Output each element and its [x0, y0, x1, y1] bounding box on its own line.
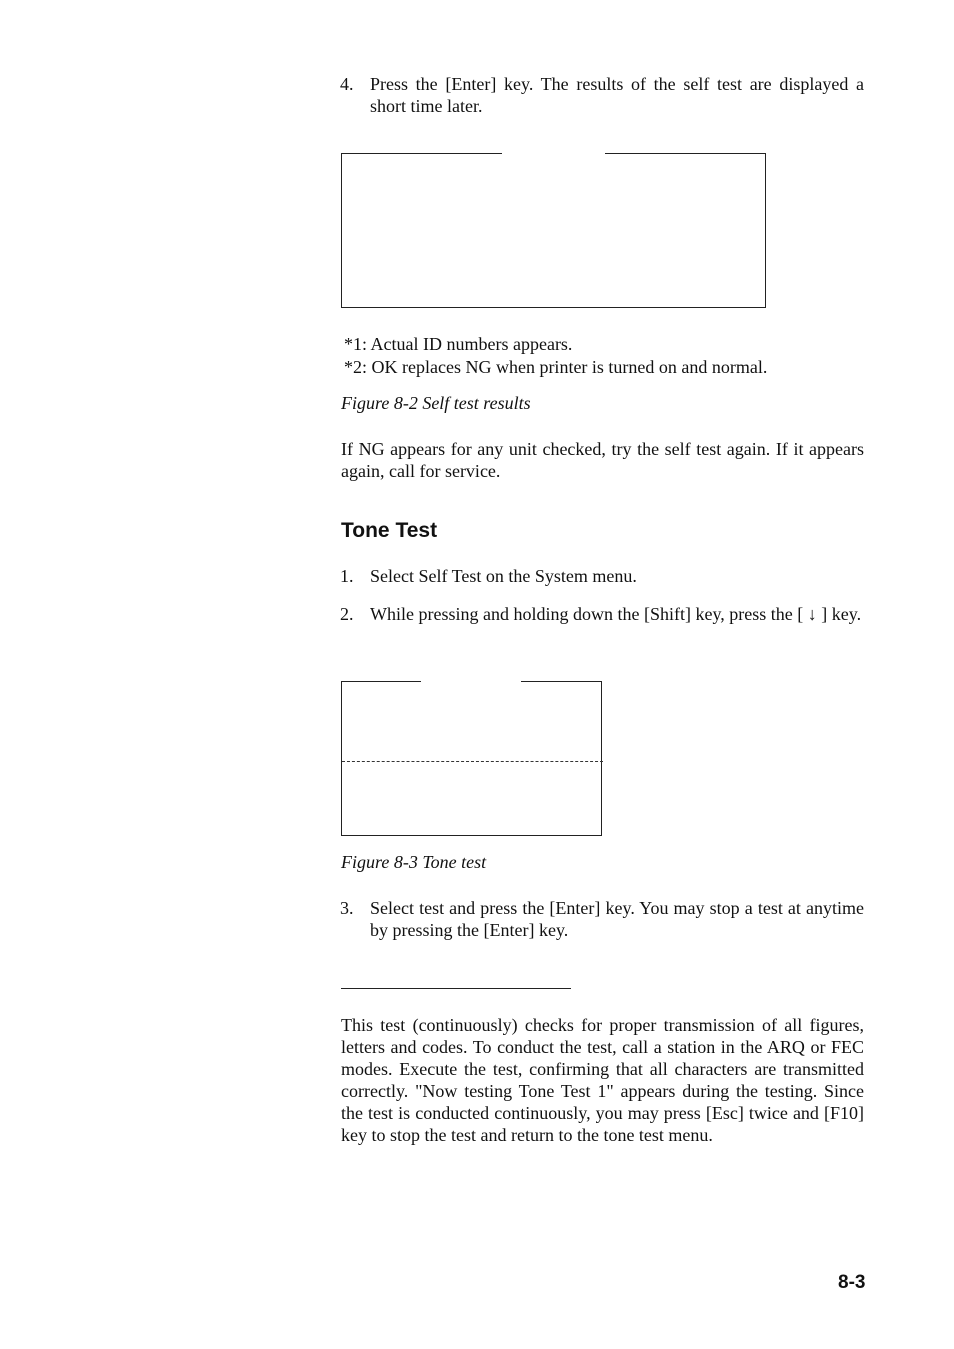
step-4-text: Press the [Enter] key. The results of the self test are displayed a short time later. [370, 74, 864, 116]
tone-step-3-number: 3. [340, 898, 354, 918]
step-4-number: 4. [340, 74, 354, 94]
tone-test-heading: Tone Test [341, 519, 438, 542]
self-test-results-figure [341, 153, 766, 308]
tone-step-3-text: Select test and press the [Enter] key. You may stop a test at anytime by pressing the [Enter] key. [370, 898, 864, 940]
tone-figure-divider [342, 761, 603, 762]
tone-test-1-paragraph: This test (continuously) checks for proper transmission of all figures, letters and codes. To conduct the test, call a station in the ARQ or FEC modes. Execute the test, confirming that all characters are transmitted correctly. "Now testing Tone Test 1" appears during the testing. Since the test is conducted continuously, you may press [Esc] twice and [F10] key to stop the test and return to the tone test menu. [341, 1015, 864, 1145]
page-number: 8-3 [838, 1272, 866, 1293]
tone-step-1-text: Select Self Test on the System menu. [370, 566, 637, 586]
note-1: *1: Actual ID numbers appears. [344, 334, 573, 354]
tone-figure-title-gap [421, 680, 521, 683]
figure-title-gap [502, 152, 605, 155]
figure-8-2-caption: Figure 8-2 Self test results [341, 393, 531, 413]
ng-paragraph: If NG appears for any unit checked, try the self test again. If it appears again, call for service. [341, 439, 864, 481]
tone-test-figure [341, 681, 602, 836]
tone-step-2-number: 2. [340, 604, 354, 624]
figure-8-3-caption: Figure 8-3 Tone test [341, 852, 487, 872]
tone-step-2-text: While pressing and holding down the [Shift] key, press the [ ↓ ] key. [370, 604, 862, 624]
tone-step-1-number: 1. [340, 566, 354, 586]
note-2: *2: OK replaces NG when printer is turned on and normal. [344, 357, 768, 377]
section-rule [341, 988, 571, 989]
